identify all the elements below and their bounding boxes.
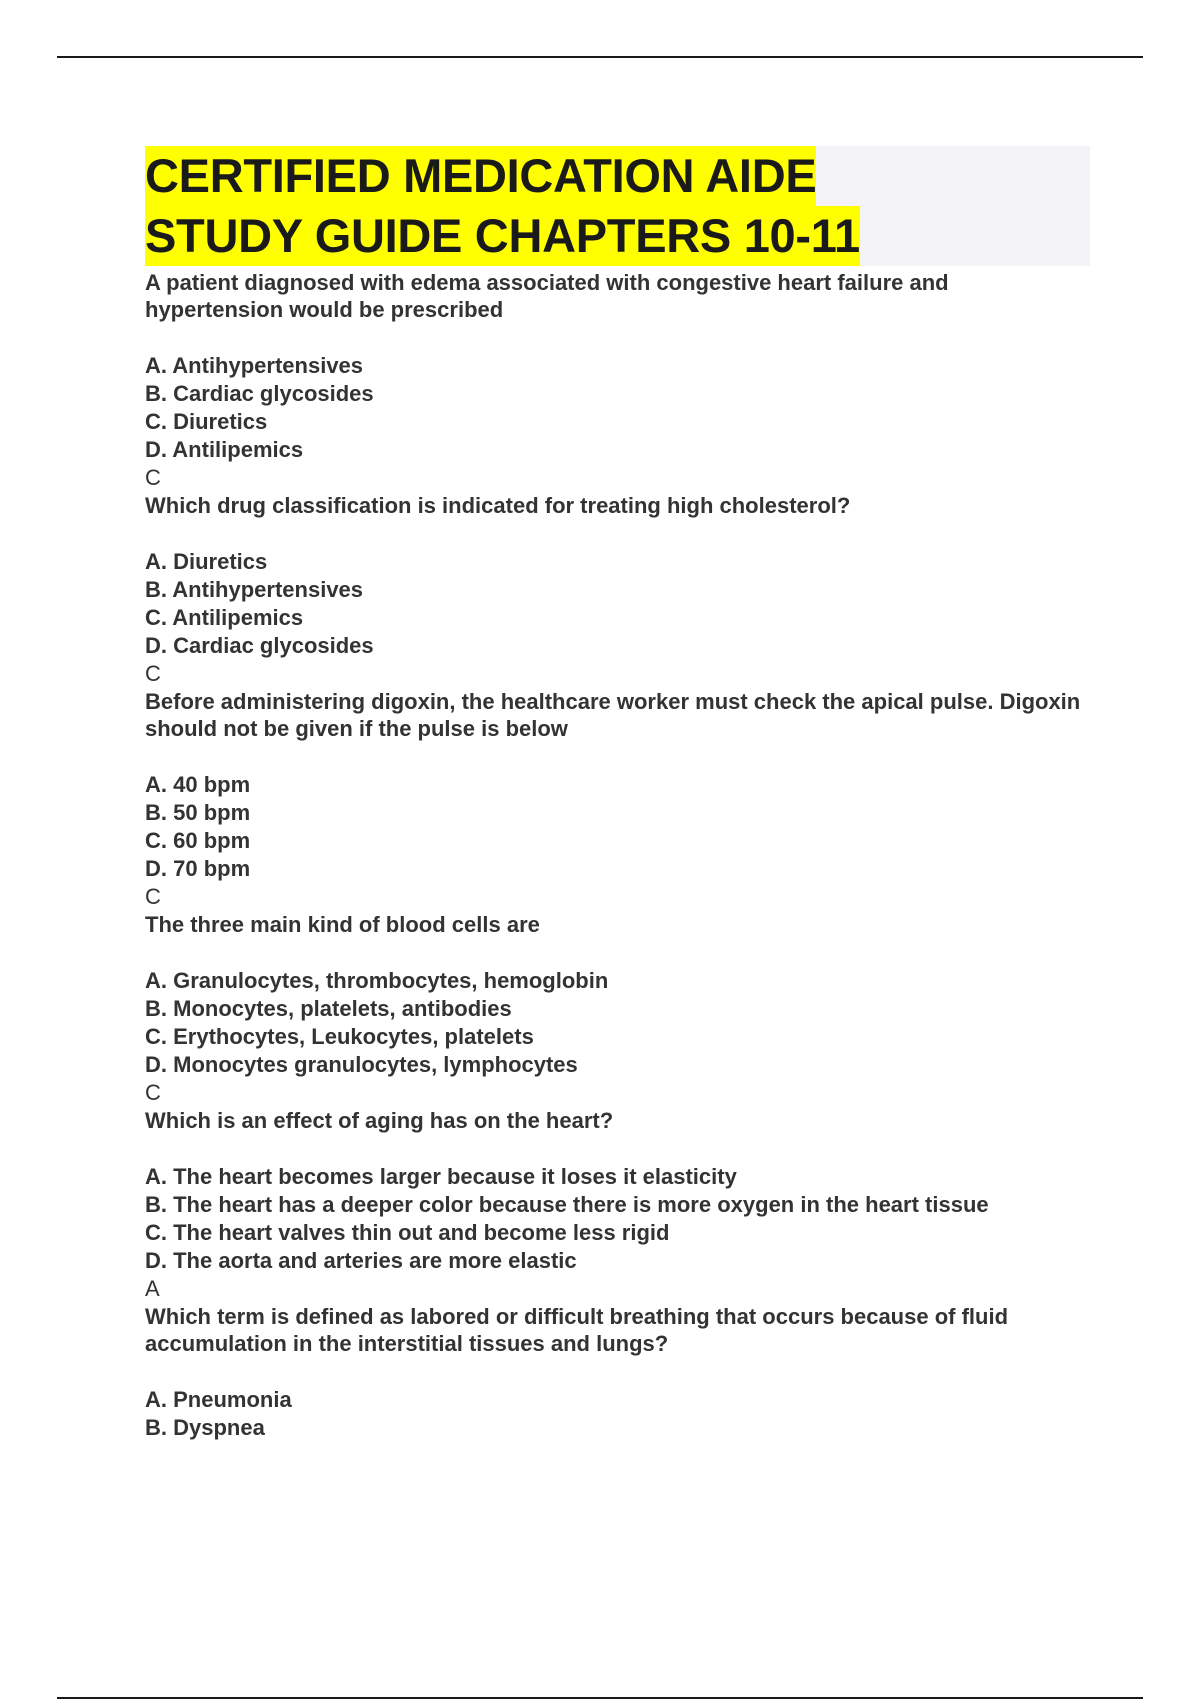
option-d: D. The aorta and arteries are more elastic bbox=[145, 1248, 577, 1273]
option-c: C. Antilipemics bbox=[145, 605, 304, 630]
option-b: B. 50 bpm bbox=[145, 800, 251, 825]
title-line-1: CERTIFIED MEDICATION AIDE bbox=[145, 146, 816, 206]
question-item bbox=[145, 1303, 1090, 1442]
bottom-rule bbox=[57, 1697, 1143, 1699]
option-d: D. Antilipemics bbox=[145, 437, 304, 462]
option-d: D. 70 bpm bbox=[145, 856, 251, 881]
answer-key: C bbox=[145, 884, 161, 909]
option-c: C. Diuretics bbox=[145, 409, 268, 434]
question-item bbox=[145, 688, 1090, 911]
title-block bbox=[145, 146, 1090, 266]
questions-list bbox=[145, 269, 1090, 1442]
top-rule bbox=[57, 56, 1143, 58]
question-text: A patient diagnosed with edema associated with congestive heart failure and hypertension would be prescribed bbox=[145, 270, 949, 322]
option-a: A. Pneumonia bbox=[145, 1387, 292, 1412]
question-text: The three main kind of blood cells are bbox=[145, 912, 540, 937]
question-item bbox=[145, 269, 1090, 492]
question-item bbox=[145, 1107, 1090, 1303]
question-item bbox=[145, 911, 1090, 1107]
question-text: Which drug classification is indicated for treating high cholesterol? bbox=[145, 493, 851, 518]
option-b: B. The heart has a deeper color because there is more oxygen in the heart tissue bbox=[145, 1192, 989, 1217]
answer-key: A bbox=[145, 1276, 160, 1301]
answer-key: C bbox=[145, 1080, 161, 1105]
option-a: A. Granulocytes, thrombocytes, hemoglobin bbox=[145, 968, 609, 993]
question-text: Before administering digoxin, the healthcare worker must check the apical pulse. Digoxin should not be given if the pulse is below bbox=[145, 689, 1081, 741]
answer-key: C bbox=[145, 661, 161, 686]
option-a: A. Antihypertensives bbox=[145, 353, 364, 378]
option-a: A. Diuretics bbox=[145, 549, 268, 574]
question-text: Which is an effect of aging has on the heart? bbox=[145, 1108, 614, 1133]
title-line-2: STUDY GUIDE CHAPTERS 10-11 bbox=[145, 206, 860, 266]
option-c: C. 60 bpm bbox=[145, 828, 251, 853]
option-b: B. Antihypertensives bbox=[145, 577, 364, 602]
option-a: A. The heart becomes larger because it loses it elasticity bbox=[145, 1164, 737, 1189]
option-d: D. Cardiac glycosides bbox=[145, 633, 374, 658]
option-a: A. 40 bpm bbox=[145, 772, 251, 797]
option-b: B. Dyspnea bbox=[145, 1415, 265, 1440]
study-guide-content bbox=[145, 146, 1090, 1442]
question-item bbox=[145, 492, 1090, 688]
option-c: C. The heart valves thin out and become less rigid bbox=[145, 1220, 670, 1245]
option-d: D. Monocytes granulocytes, lymphocytes bbox=[145, 1052, 578, 1077]
option-b: B. Monocytes, platelets, antibodies bbox=[145, 996, 512, 1021]
option-b: B. Cardiac glycosides bbox=[145, 381, 374, 406]
question-text: Which term is defined as labored or difficult breathing that occurs because of fluid accumulation in the interstitial tissues and lungs? bbox=[145, 1304, 1009, 1356]
answer-key: C bbox=[145, 465, 161, 490]
option-c: C. Erythocytes, Leukocytes, platelets bbox=[145, 1024, 534, 1049]
